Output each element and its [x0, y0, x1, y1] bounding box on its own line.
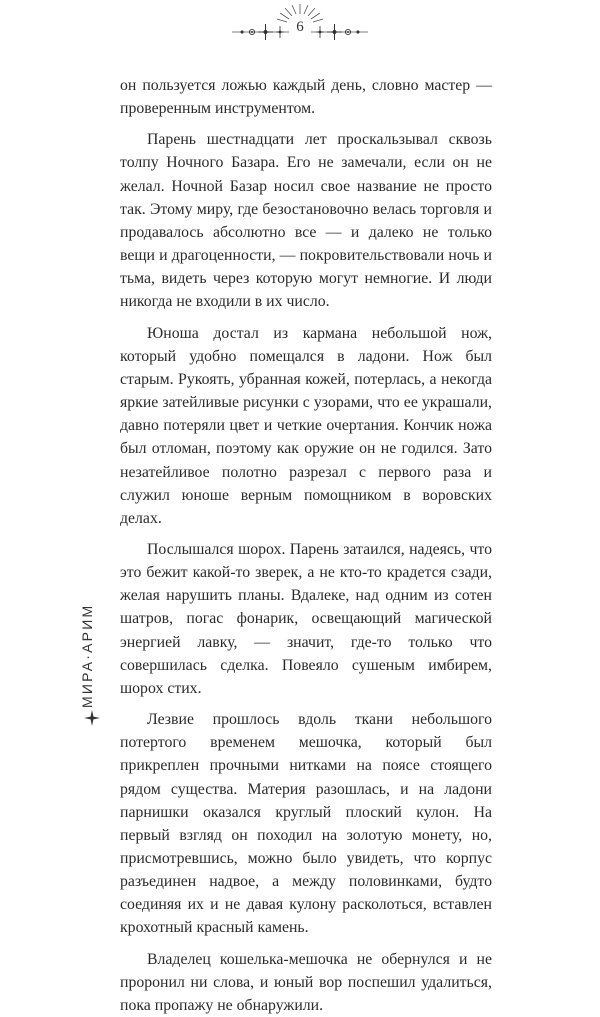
- star-icon: [276, 26, 284, 38]
- page-header: [0, 0, 600, 60]
- paragraph: Послышался шорох. Парень затаился, надеясь, что это бежит какой-то зверек, а не кто-то крадется сзади, желая нарушить планы. Вдалеке, над одним из сотен шатров, погас фонарик, освещающий магической энергией лавку, — значит, где-то только что совершилась сделка. Повеяло сушеным имбирем, шорох стих.: [120, 540, 492, 697]
- body-text: [120, 74, 492, 1017]
- author-spine: МИРА·АРИМ: [79, 603, 95, 708]
- star-icon: [356, 30, 360, 34]
- paragraph: Лезвие прошлось вдоль ткани небольшого потертого временем мешочка, который был прикреплен прочными нитками на поясе стоящего рядом существа. Материя разошлась, и на ладони парнишки оказался круглый плоский кулон. На первый взгляд он походил на золотую монету, но, присмотревшись, можно было увидеть, что корпус разъединен надвое, а между половинками, будто соединяя их и не давая кулону расколоться, вставлен крохотный красный камень.: [120, 711, 492, 937]
- paragraph: Владелец кошелька-мешочка не обернулся и не проронил ни слова, и юный вор поспешил удалиться, пока пропажу не обнаружили.: [120, 950, 492, 1014]
- page-number: 6: [296, 19, 304, 35]
- star-icon: [258, 24, 273, 40]
- paragraph: Парень шестнадцати лет проскальзывал сквозь толпу Ночного Базара. Его не замечали, если он не желал. Ночной Базар носил свое название не просто так. Этому миру, где безостановочно велась торговля и продавалось абсолютно все — и далеко не только вещи и драгоценности, — покровительствовали ночь и тьма, видеть через которую могут немногие. И люди никогда не входили в их число.: [120, 131, 492, 311]
- four-point-star-icon: [84, 710, 100, 726]
- paragraph: Юноша достал из кармана небольшой нож, который удобно помещался в ладони. Нож был старым. Рукоять, убранная кожей, потерлась, а некогда яркие затейливые рисунки с узорами, что ее украшали, давно потеряли цвет и четкие очертания. Кончик ножа был отломан, поэтому как оружие он не годился. Зато незатейливое полотно разрезал с первого раза и служил юноше верным помощником в воровских делах.: [120, 324, 492, 527]
- star-icon: [316, 26, 324, 38]
- star-icon: [327, 24, 342, 40]
- paragraph: он пользуется ложью каждый день, словно мастер — проверенным инструментом.: [120, 77, 492, 118]
- star-icon: [240, 30, 244, 34]
